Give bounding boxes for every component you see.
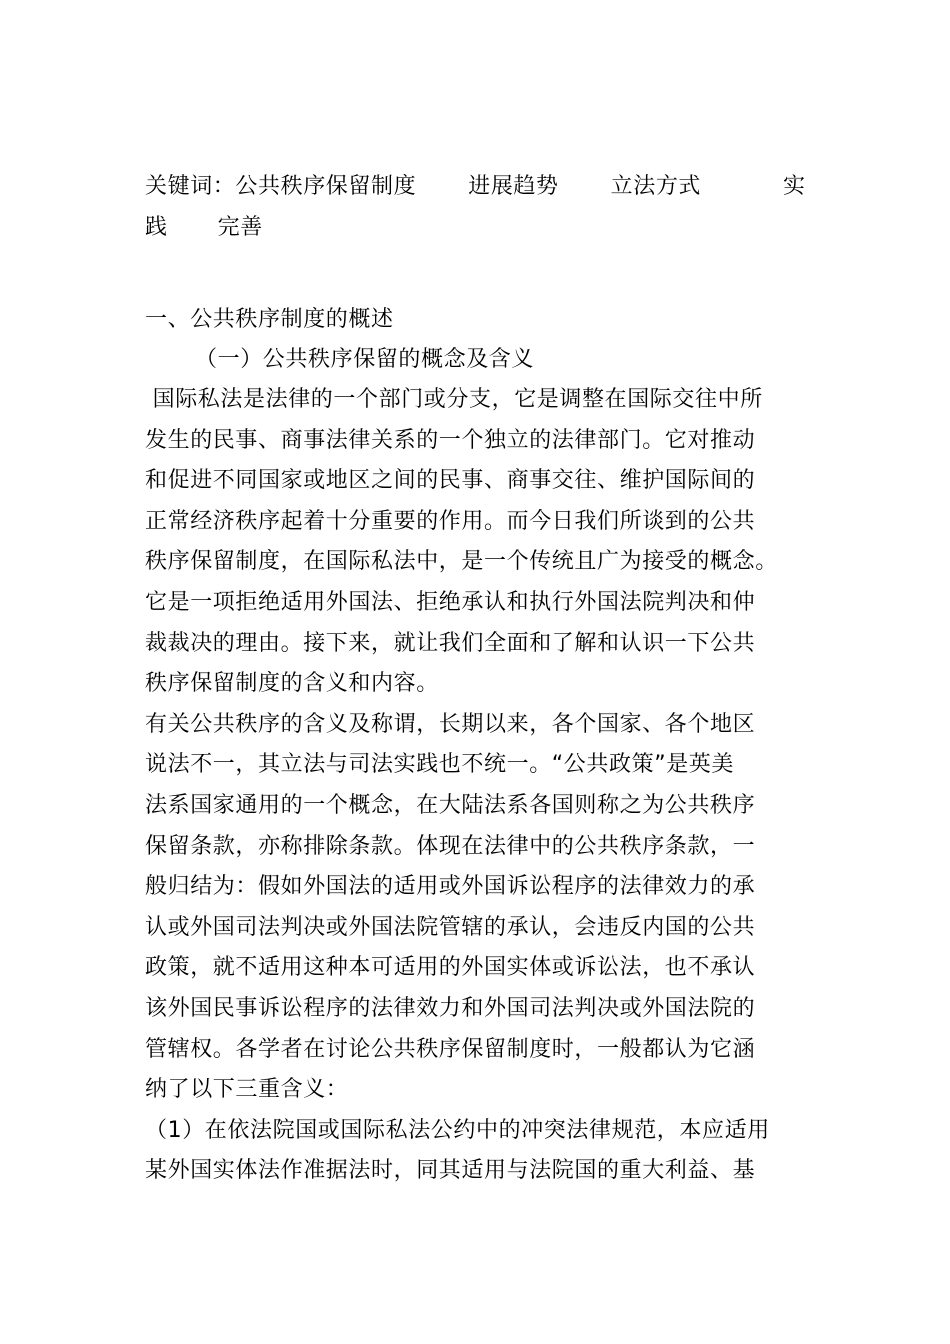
- keyword-term: 践: [145, 215, 168, 240]
- keyword-term: 立法方式: [610, 174, 702, 199]
- body-line: （1）在依法院国或国际私法公约中的冲突法律规范，本应适用: [145, 1117, 770, 1143]
- subsection-heading: （一）公共秩序保留的概念及含义: [195, 347, 535, 372]
- keyword-term: 进展趋势: [468, 174, 559, 199]
- body-line: 管辖权。各学者在讨论公共秩序保留制度时，一般都认为它涵: [145, 1036, 756, 1062]
- body-line: 纳了以下三重含义：: [145, 1077, 349, 1103]
- body-line: 说法不一，其立法与司法实践也不统一。“公共政策”是英美: [145, 752, 734, 778]
- body-line: 认或外国司法判决或外国法院管辖的承认，会违反内国的公共: [145, 914, 756, 940]
- keywords-line: [145, 172, 701, 202]
- body-line: 它是一项拒绝适用外国法、拒绝承认和执行外国法院判决和仲: [145, 590, 756, 615]
- keyword-term: 公共秩序保留制度: [235, 174, 417, 199]
- body-line: 某外国实体法作准据法时，同其适用与法院国的重大利益、基: [145, 1158, 756, 1184]
- body-line: 发生的民事、商事法律关系的一个独立的法律部门。它对推动: [145, 427, 756, 453]
- keywords-label: 关键词：: [145, 174, 236, 199]
- body-line: 法系国家通用的一个概念，在大陆法系各国则称之为公共秩序: [145, 793, 756, 818]
- body-line: 和促进不同国家或地区之间的民事、商事交往、维护国际间的: [145, 468, 756, 494]
- body-line: 裁裁决的理由。接下来，就让我们全面和了解和认识一下公共: [145, 630, 756, 656]
- body-line: 秩序保留制度，在国际私法中，是一个传统且广为接受的概念。: [145, 549, 778, 575]
- body-line: 秩序保留制度的含义和内容。: [145, 671, 439, 697]
- body-line: 政策，就不适用这种本可适用的外国实体或诉讼法，也不承认: [145, 955, 756, 981]
- body-line: 有关公共秩序的含义及称谓，长期以来，各个国家、各个地区: [145, 711, 756, 737]
- keyword-term: 完善: [217, 215, 263, 240]
- keywords-line-continued: [145, 213, 263, 243]
- body-line: 保留条款，亦称排除条款。体现在法律中的公共秩序条款，一: [145, 833, 756, 859]
- section-heading: 一、公共秩序制度的概述: [145, 307, 394, 332]
- body-line: 该外国民事诉讼程序的法律效力和外国司法判决或外国法院的: [145, 996, 756, 1021]
- body-line: 正常经济秩序起着十分重要的作用。而今日我们所谈到的公共: [145, 508, 756, 534]
- keyword-term: 实: [783, 174, 806, 199]
- body-line: 国际私法是法律的一个部门或分支，它是调整在国际交往中所: [145, 387, 763, 412]
- body-line: 般归结为：假如外国法的适用或外国诉讼程序的法律效力的承: [145, 874, 756, 900]
